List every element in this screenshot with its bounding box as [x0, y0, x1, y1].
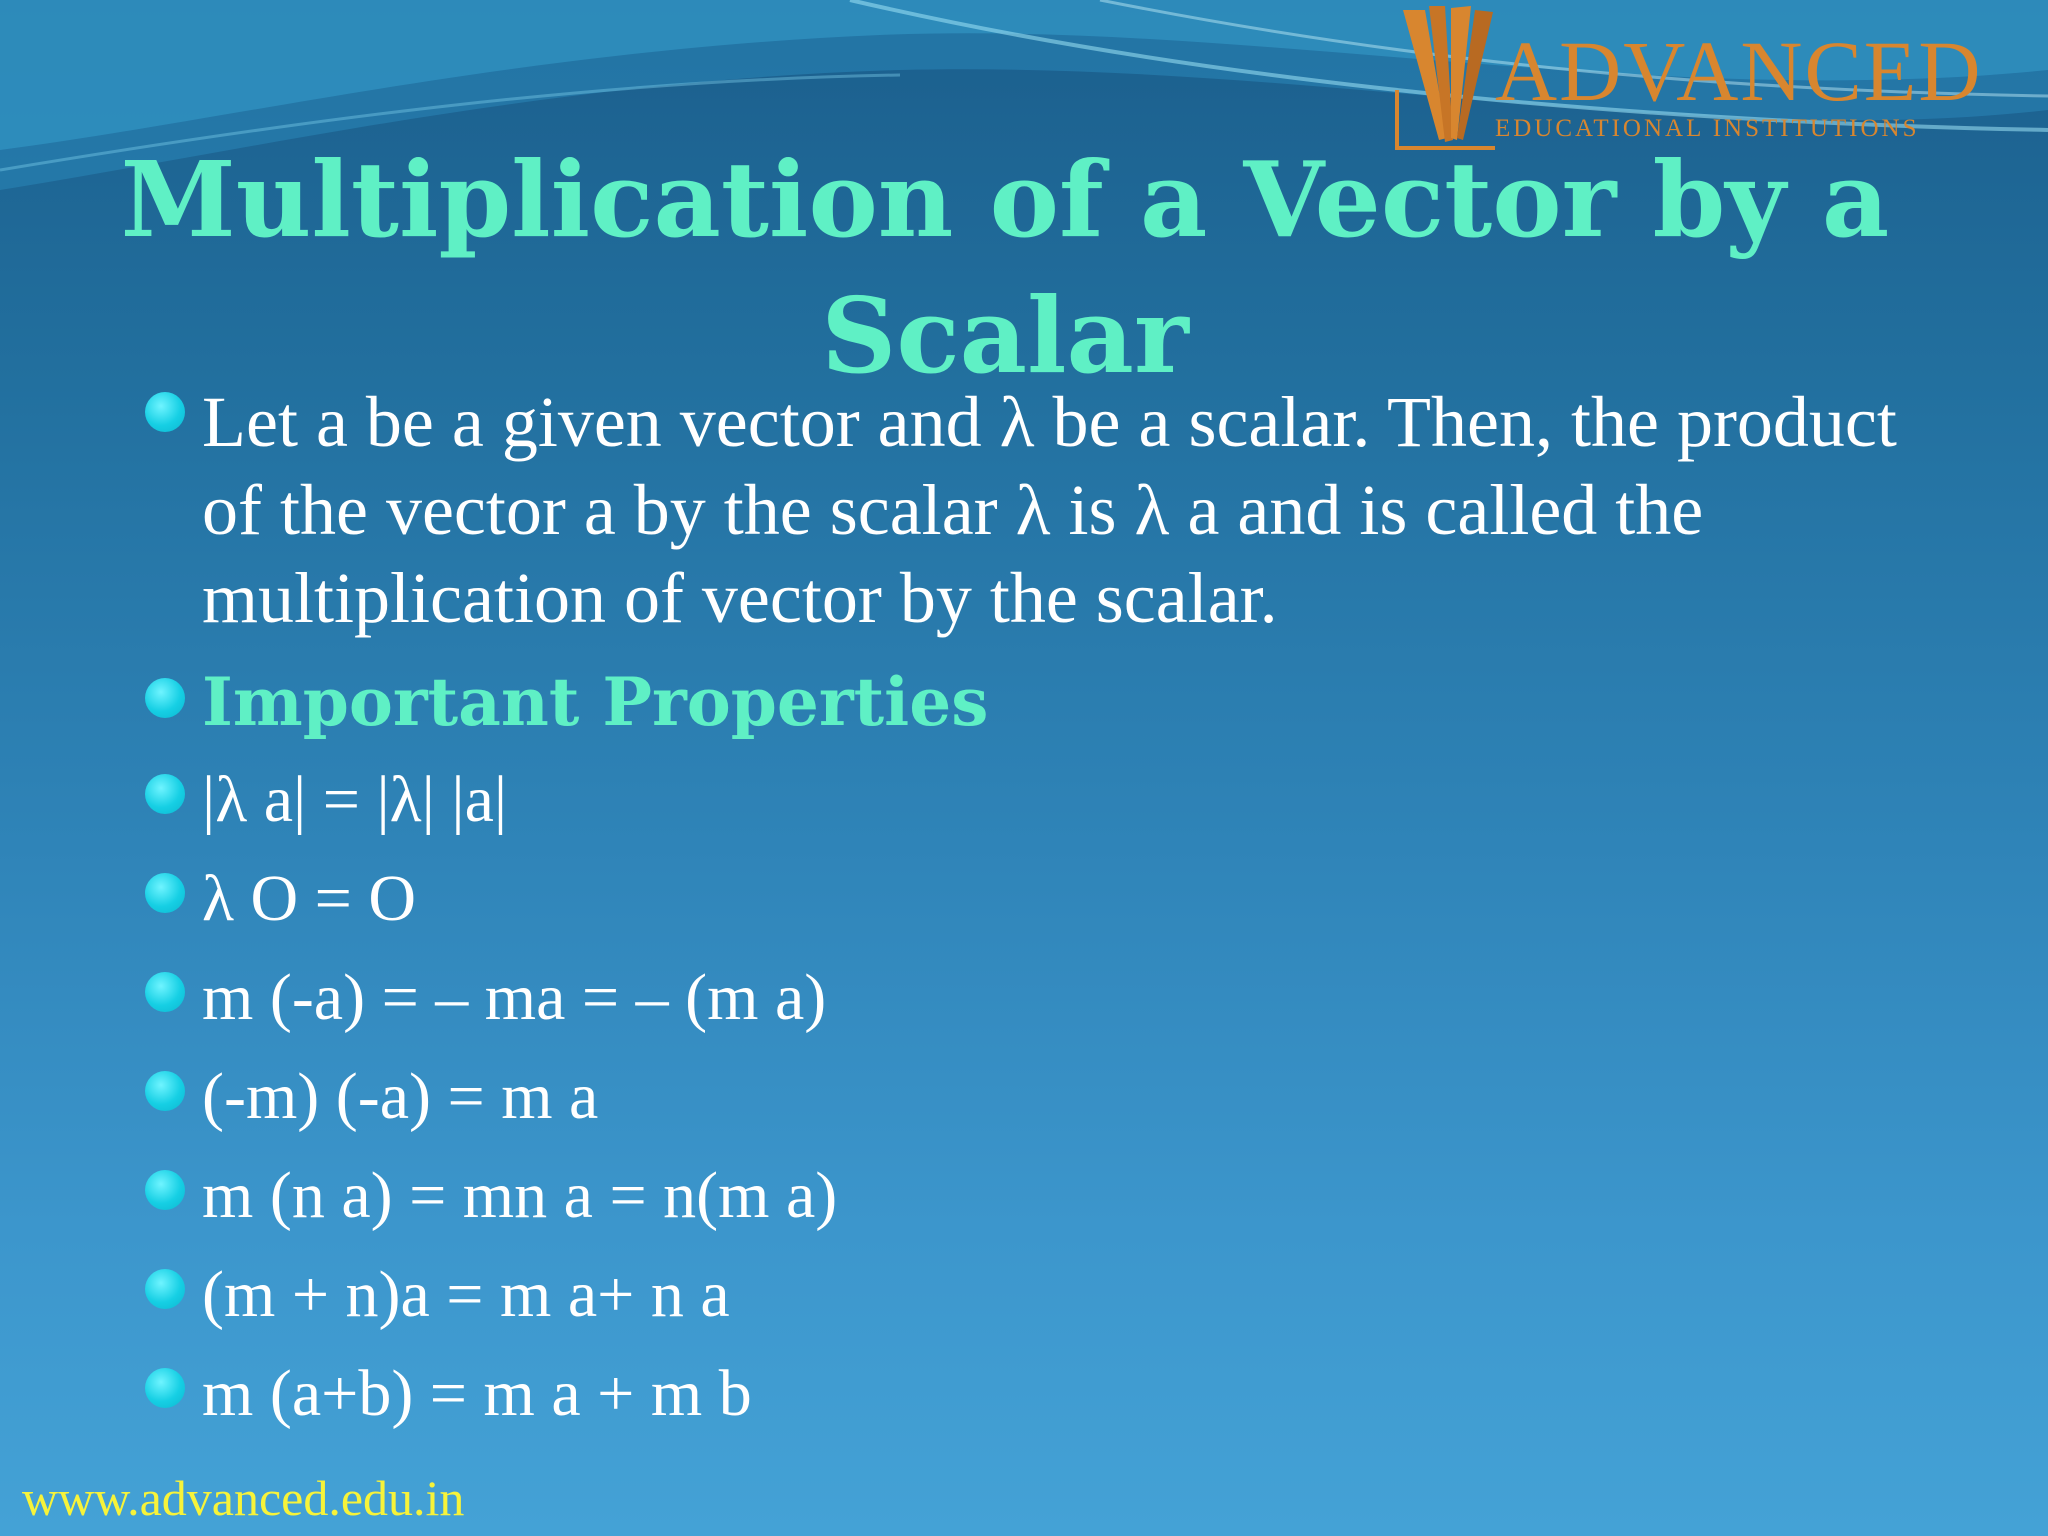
property-text: (m + n)a = m a+ n a — [202, 1258, 730, 1331]
institution-logo — [1395, 0, 1995, 150]
properties-heading-bullet — [140, 662, 1900, 742]
property-text: m (n a) = mn a = n(m a) — [202, 1159, 838, 1232]
property-item — [140, 958, 1900, 1038]
bullet-dot-icon — [145, 972, 185, 1012]
property-text: (-m) (-a) = m a — [202, 1060, 599, 1133]
property-item — [140, 760, 1900, 840]
property-item — [140, 1156, 1900, 1236]
property-text: m (-a) = – ma = – (m a) — [202, 961, 827, 1034]
bullet-dot-icon — [145, 1170, 185, 1210]
bullet-dot-icon — [145, 873, 185, 913]
pen-nib-emblem-icon — [1395, 0, 1495, 150]
bullet-dot-icon — [145, 1269, 185, 1309]
intro-bullet — [140, 378, 1900, 642]
property-text: |λ a| = |λ| |a| — [202, 763, 508, 836]
logo-name: ADVANCED — [1495, 23, 1983, 119]
properties-heading: Important Properties — [202, 663, 989, 741]
bullet-dot-icon — [145, 774, 185, 814]
property-item — [140, 1057, 1900, 1137]
property-item — [140, 1255, 1900, 1335]
property-text: m (a+b) = m a + m b — [202, 1357, 752, 1430]
logo-tagline: EDUCATIONAL INSTITUTIONS — [1495, 115, 1920, 142]
property-item — [140, 859, 1900, 939]
slide-title: Multiplication of a Vector by a Scalar — [120, 138, 1890, 397]
bullet-dot-icon — [145, 1071, 185, 1111]
intro-text: Let a be a given vector and λ be a scalar. Then, the product of the vector a by the scalar λ is λ a and is called the multiplication of vector by the scalar. — [202, 382, 1897, 638]
property-item — [140, 1354, 1900, 1434]
bullet-dot-icon — [145, 1368, 185, 1408]
bullet-list — [140, 378, 1900, 1453]
footer-website-link[interactable]: www.advanced.edu.in — [22, 1470, 465, 1526]
bullet-dot-icon — [145, 392, 185, 432]
property-text: λ O = O — [202, 862, 417, 935]
bullet-dot-icon — [145, 678, 185, 718]
